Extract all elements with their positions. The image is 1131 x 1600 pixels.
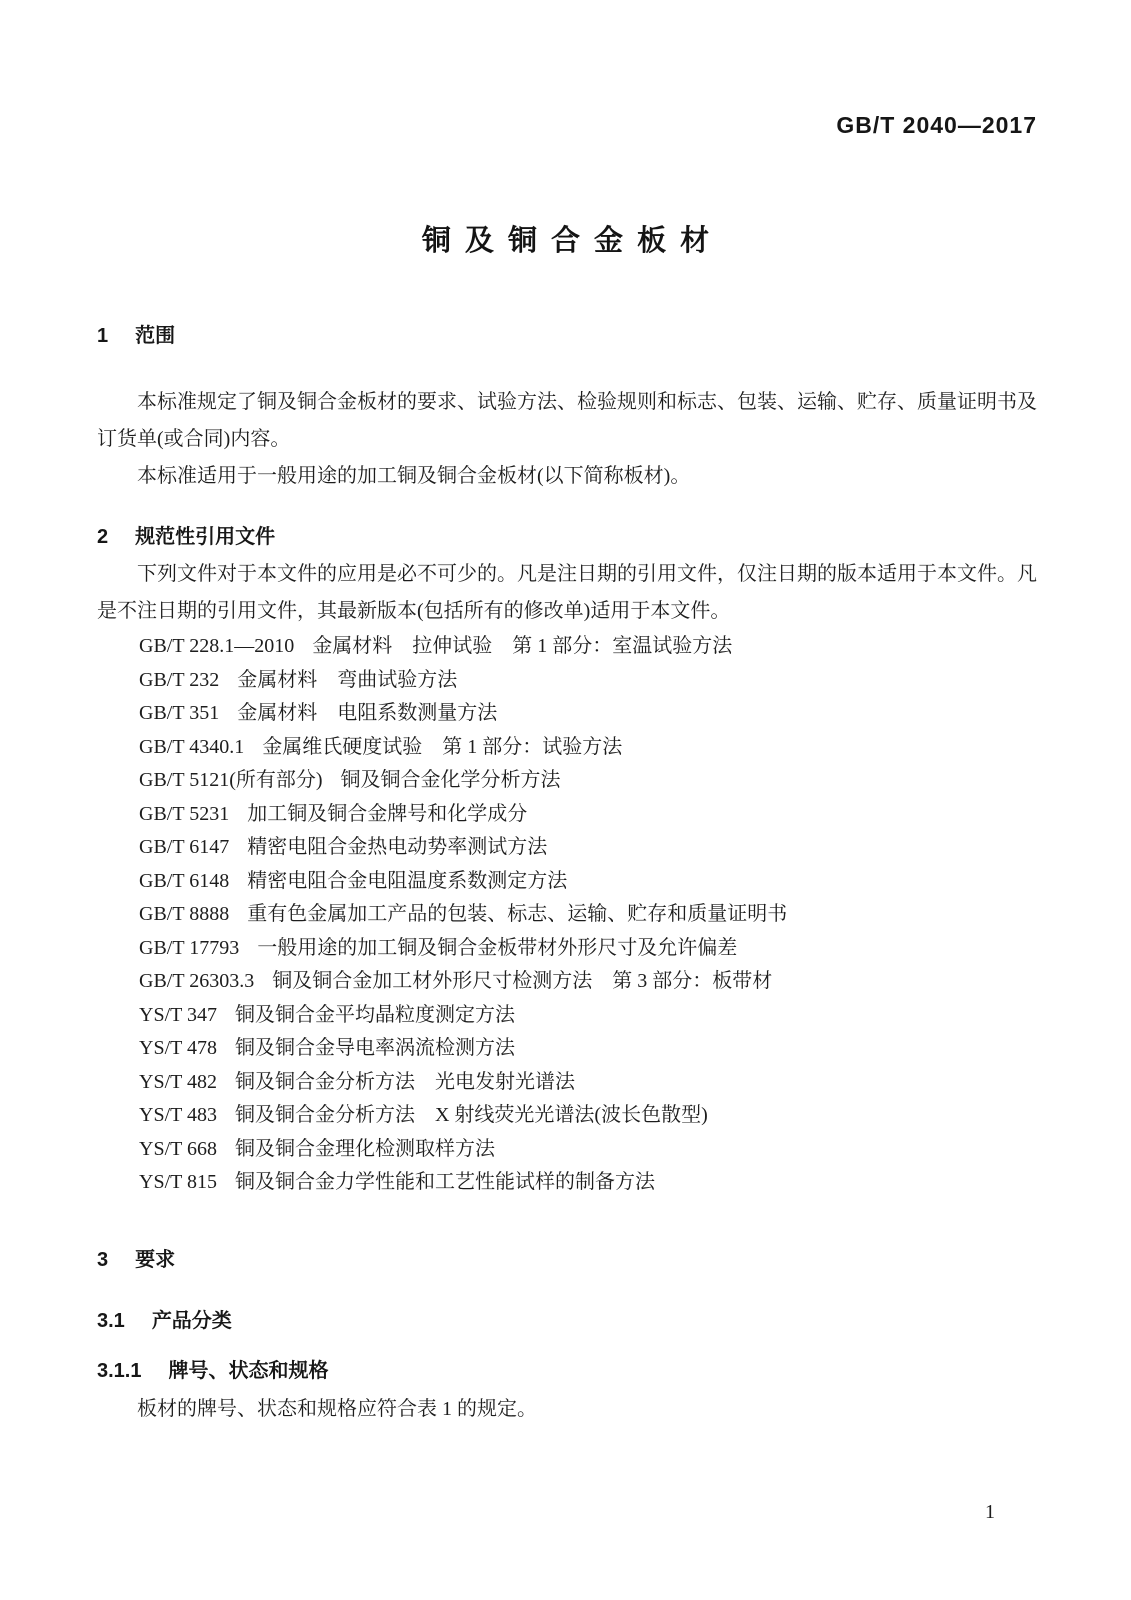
section-3-number: 3 xyxy=(97,1248,109,1271)
section-3-1-1-heading xyxy=(97,1357,1037,1385)
reference-item xyxy=(139,664,1037,698)
reference-title: 铜及铜合金分析方法 光电发射光谱法 xyxy=(234,1070,575,1093)
reference-code: GB/T 6147 xyxy=(139,836,230,858)
reference-item xyxy=(139,697,1037,731)
section-3-1-title: 产品分类 xyxy=(151,1309,232,1332)
section-3-1-1-number: 3.1.1 xyxy=(97,1359,142,1382)
section-3-1-1-title: 牌号、状态和规格 xyxy=(168,1359,329,1382)
reference-item xyxy=(139,798,1037,832)
reference-item xyxy=(139,932,1037,966)
reference-code: GB/T 26303.3 xyxy=(139,970,255,992)
reference-title: 铜及铜合金导电率涡流检测方法 xyxy=(234,1037,515,1059)
reference-code: GB/T 6148 xyxy=(139,869,230,892)
section-1-number: 1 xyxy=(97,325,109,347)
reference-code: GB/T 4340.1 xyxy=(139,735,245,758)
section-3-title: 要求 xyxy=(135,1248,176,1271)
reference-item xyxy=(139,1066,1037,1100)
reference-item xyxy=(139,865,1037,899)
reference-item xyxy=(139,764,1037,798)
section-1-title: 范围 xyxy=(135,325,176,347)
reference-code: GB/T 5231 xyxy=(139,802,230,825)
reference-list xyxy=(97,630,1037,1200)
section-2-heading xyxy=(97,523,1037,551)
reference-code: YS/T 478 xyxy=(139,1037,217,1059)
reference-title: 铜及铜合金分析方法 X 射线荧光光谱法(波长色散型) xyxy=(234,1104,708,1126)
reference-item xyxy=(139,898,1037,932)
reference-title: 加工铜及铜合金牌号和化学成分 xyxy=(247,802,528,825)
reference-code: YS/T 347 xyxy=(139,1003,217,1026)
doc-header xyxy=(97,112,1037,138)
reference-title: 金属材料 拉伸试验 第 1 部分：室温试验方法 xyxy=(312,635,733,657)
section-3-1-heading xyxy=(97,1307,1037,1335)
reference-item xyxy=(139,630,1037,664)
reference-title: 铜及铜合金加工材外形尺寸检测方法 第 3 部分：板带材 xyxy=(272,970,773,992)
reference-item xyxy=(139,965,1037,999)
reference-item xyxy=(139,1099,1037,1133)
section-1-heading xyxy=(97,322,1037,350)
reference-title: 铜及铜合金平均晶粒度测定方法 xyxy=(234,1003,515,1026)
reference-code: YS/T 483 xyxy=(139,1104,217,1126)
reference-item xyxy=(139,731,1037,765)
reference-title: 铜及铜合金力学性能和工艺性能试样的制备方法 xyxy=(234,1171,655,1193)
reference-title: 铜及铜合金理化检测取样方法 xyxy=(234,1137,495,1160)
reference-code: GB/T 351 xyxy=(139,702,220,724)
reference-item xyxy=(139,1133,1037,1167)
document-title: 铜 及 铜 合 金 板 材 xyxy=(421,225,713,257)
reference-title: 一般用途的加工铜及铜合金板带材外形尺寸及允许偏差 xyxy=(257,936,738,959)
reference-item xyxy=(139,831,1037,865)
reference-item xyxy=(139,1166,1037,1200)
section-2-title: 规范性引用文件 xyxy=(135,526,276,548)
reference-code: GB/T 232 xyxy=(139,668,220,691)
page-number: 1 xyxy=(985,1501,995,1523)
reference-code: YS/T 482 xyxy=(139,1070,217,1093)
reference-code: GB/T 5121(所有部分) xyxy=(139,769,323,791)
reference-code: GB/T 17793 xyxy=(139,936,240,959)
references-intro-paragraph: 下列文件对于本文件的应用是必不可少的。凡是注日期的引用文件，仅注日期的版本适用于本文件。凡是不注日期的引用文件，其最新版本(包括所有的修改单)适用于本文件。 xyxy=(97,563,1037,622)
reference-title: 金属材料 弯曲试验方法 xyxy=(237,668,458,691)
reference-title: 金属维氏硬度试验 第 1 部分：试验方法 xyxy=(262,735,623,758)
reference-title: 铜及铜合金化学分析方法 xyxy=(340,769,561,791)
reference-title: 精密电阻合金电阻温度系数测定方法 xyxy=(247,869,568,892)
reference-code: YS/T 815 xyxy=(139,1171,217,1193)
scope-paragraph-1: 本标准规定了铜及铜合金板材的要求、试验方法、检验规则和标志、包装、运输、贮存、质量证明书及订货单(或合同)内容。 xyxy=(97,391,1037,450)
standard-number: GB/T 2040—2017 xyxy=(836,112,1037,138)
reference-title: 金属材料 电阻系数测量方法 xyxy=(237,702,498,724)
reference-code: YS/T 668 xyxy=(139,1137,217,1160)
reference-title: 重有色金属加工产品的包装、标志、运输、贮存和质量证明书 xyxy=(247,903,788,925)
reference-item xyxy=(139,999,1037,1033)
reference-code: GB/T 8888 xyxy=(139,903,230,925)
reference-code: GB/T 228.1—2010 xyxy=(139,635,295,657)
section-3-heading xyxy=(97,1246,1037,1274)
scope-paragraph-2: 本标准适用于一般用途的加工铜及铜合金板材(以下简称板材)。 xyxy=(137,465,691,487)
reference-item xyxy=(139,1032,1037,1066)
section-3-1-number: 3.1 xyxy=(97,1309,125,1332)
section-2-number: 2 xyxy=(97,526,109,548)
reference-title: 精密电阻合金热电动势率测试方法 xyxy=(247,836,548,858)
requirements-paragraph: 板材的牌号、状态和规格应符合表 1 的规定。 xyxy=(137,1397,537,1420)
